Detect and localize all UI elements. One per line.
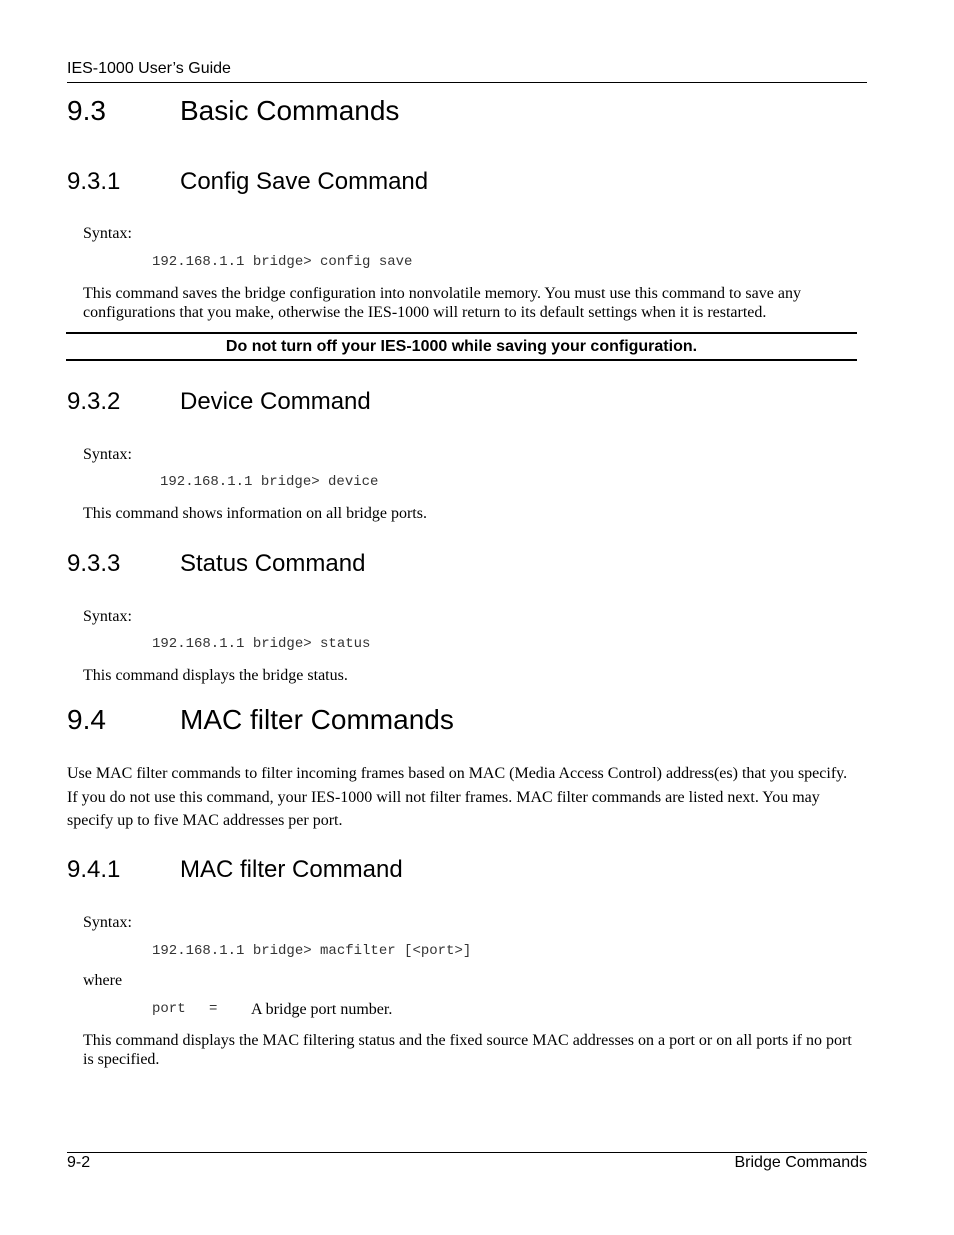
section-title: Status Command [180,550,366,577]
command-syntax: 192.168.1.1 bridge> macfilter [<port>] [152,943,472,959]
section-heading-9-4-1 [67,856,403,884]
syntax-label: Syntax: [83,914,132,931]
command-description: This command displays the bridge status. [83,667,348,684]
command-syntax: 192.168.1.1 bridge> status [152,636,371,652]
section-heading-9-3-3 [67,550,365,578]
command-description: This command shows information on all bridge ports. [83,505,427,522]
command-syntax: 192.168.1.1 bridge> config save [152,254,413,270]
footer-rule [67,1152,867,1153]
chapter-title: Bridge Commands [734,1154,867,1171]
page-number: 9-2 [67,1154,91,1171]
header-rule [67,82,867,83]
where-label: where [83,972,123,989]
section-number: 9.3 [67,95,106,126]
section-heading-9-3-2 [67,388,371,416]
section-title: MAC filter Command [180,856,403,883]
note-rule-bottom [66,359,857,361]
syntax-label: Syntax: [83,225,132,242]
parameter-equals: = [209,1001,218,1017]
section-title: Device Command [180,388,371,415]
section-title: Config Save Command [180,168,429,195]
section-number: 9.3.3 [67,550,121,577]
section-title: MAC filter Commands [180,704,454,735]
section-number: 9.3.1 [67,168,121,195]
command-syntax: 192.168.1.1 bridge> device [160,474,379,490]
section-intro: Use MAC filter commands to filter incoming frames based on MAC (Media Access Control) address(es) that you specify. If you do not use this command, your IES-1000 will not filter frames. MAC filter commands are listed next. You may specify up to five MAC addresses per port. [67,765,848,829]
section-heading-9-3-1 [67,168,428,196]
warning-note: Do not turn off your IES-1000 while saving your configuration. [225,338,698,355]
section-heading-9-3 [67,95,399,127]
parameter-description: A bridge port number. [251,1001,393,1018]
section-number: 9.4 [67,704,106,735]
command-description: This command saves the bridge configuration into nonvolatile memory. You must use this command to save any configurations that you make, otherwise the IES-1000 will return to its default settings when it is restarted. [83,285,801,321]
note-rule-top [66,332,857,334]
running-header: IES-1000 User’s Guide [67,60,231,77]
parameter-name: port [152,1001,186,1017]
section-number: 9.4.1 [67,856,121,883]
syntax-label: Syntax: [83,446,132,463]
section-number: 9.3.2 [67,388,121,415]
section-title: Basic Commands [180,95,400,126]
command-description: This command displays the MAC filtering status and the fixed source MAC addresses on a port or on all ports if no port is specified. [83,1032,852,1068]
syntax-label: Syntax: [83,608,132,625]
section-heading-9-4 [67,704,454,736]
